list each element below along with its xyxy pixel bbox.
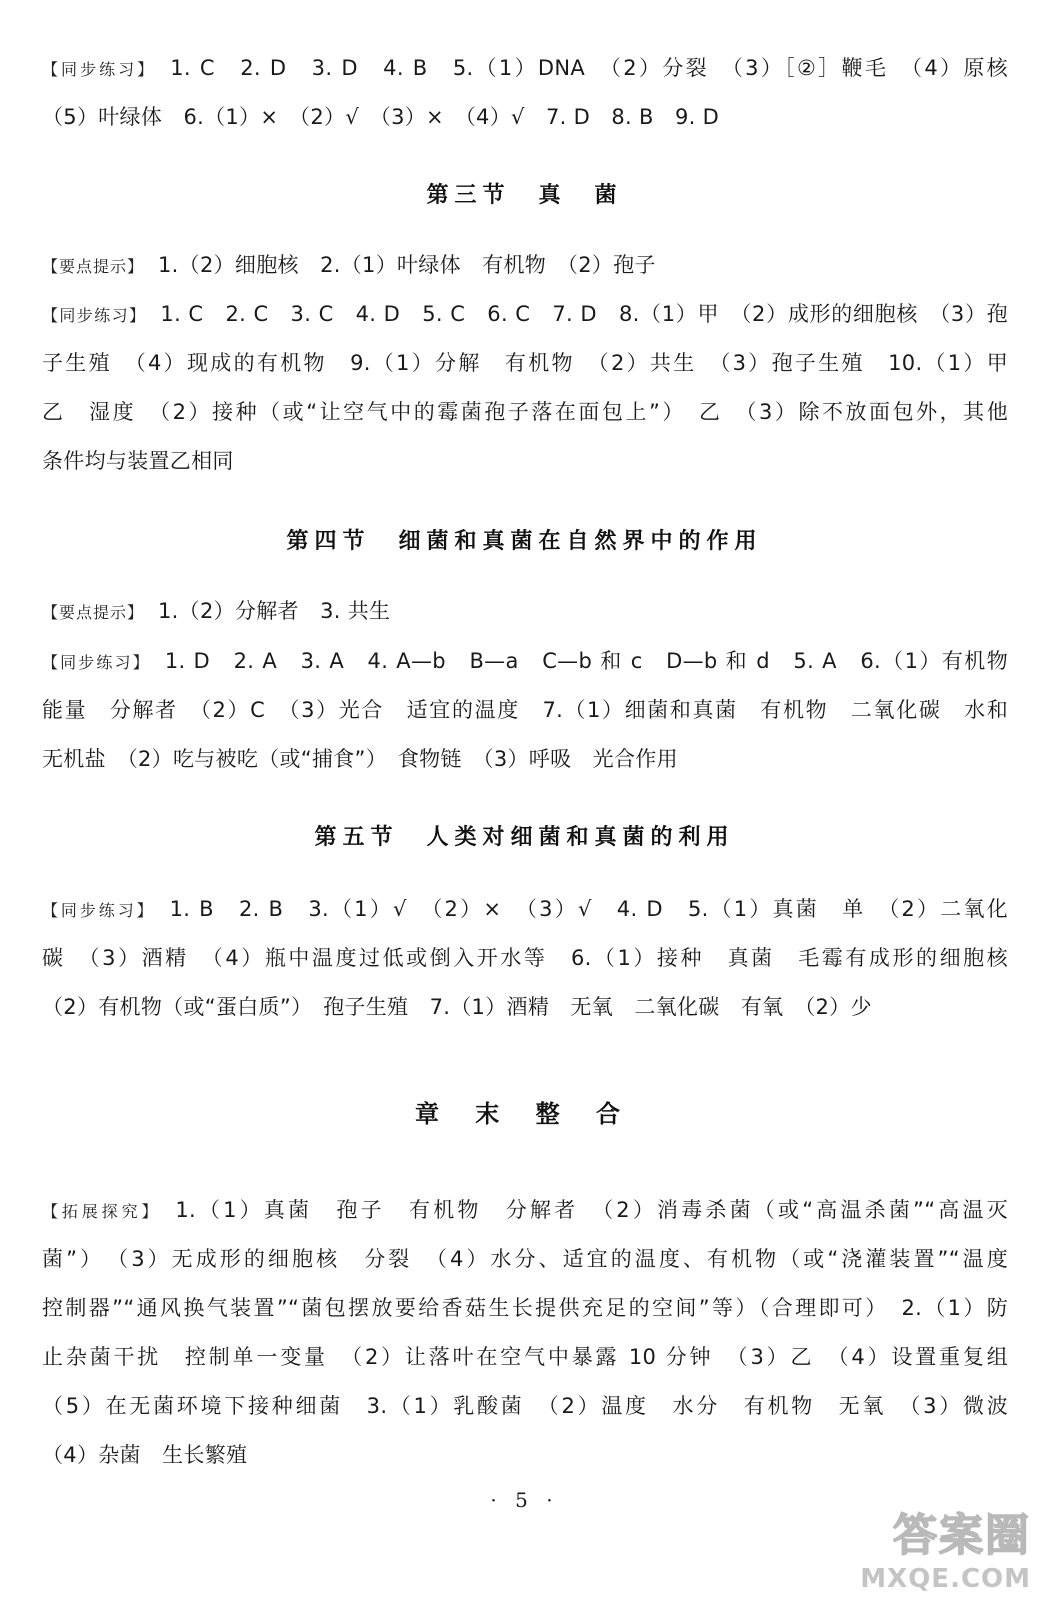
text-line bbox=[42, 290, 1008, 339]
watermark-logo bbox=[834, 1499, 1039, 1594]
text-line: 条件均与装置乙相同 bbox=[42, 449, 234, 473]
watermark-url: MXQE.COM bbox=[860, 1564, 1031, 1594]
text-line: 能量 分解者 （2）C （3）光合 适宜的温度 7.（1）细菌和真菌 有机物 二氧化碳 水和 bbox=[42, 698, 1008, 722]
sync-practice-block bbox=[42, 885, 1008, 1032]
section-tag: 【要点提示】 bbox=[42, 603, 145, 622]
sync-practice-block bbox=[42, 44, 1008, 142]
section-heading: 第三节 真 菌 bbox=[426, 183, 623, 208]
text-line bbox=[42, 885, 1008, 934]
text-line: （2）有机物（或“蛋白质”） 孢子生殖 7.（1）酒精 无氧 二氧化碳 有氧 （2）少 bbox=[42, 995, 872, 1019]
section-tag: 【同步练习】 bbox=[42, 901, 156, 920]
text-line bbox=[42, 44, 1008, 93]
text-line: 碳 （3）酒精 （4）瓶中温度过低或倒入开水等 6.（1）接种 真菌 毛霉有成形的细胞核 bbox=[42, 946, 1008, 970]
text-line bbox=[42, 1186, 1008, 1235]
text-line: 乙 湿度 （2）接种（或“让空气中的霉菌孢子落在面包上”） 乙 （3）除不放面包外，其他 bbox=[42, 400, 1008, 424]
section-tag: 【拓展探究】 bbox=[42, 1202, 162, 1221]
text-line: 无机盐 （2）吃与被吃（或“捕食”） 食物链 （3）呼吸 光合作用 bbox=[42, 747, 678, 771]
key-points-block bbox=[42, 587, 1008, 636]
chapter-summary-heading: 章 末 整 合 bbox=[414, 1100, 635, 1128]
section-heading: 第四节 细菌和真菌在自然界中的作用 bbox=[286, 529, 763, 554]
sync-practice-block bbox=[42, 290, 1008, 486]
watermark-glyphs: 答案圈 bbox=[893, 1510, 1031, 1561]
section-heading: 第五节 人类对细菌和真菌的利用 bbox=[314, 825, 735, 850]
answer-text: 1. B 2. B 3.（1）√ （2）× （3）√ 4. D 5.（1）真菌 单 （2）二氧化 bbox=[169, 897, 1008, 921]
section-tag: 【要点提示】 bbox=[42, 257, 145, 276]
text-line: 控制器”“通风换气装置”“菌包摆放要给香菇生长提供充足的空间”等）（合理即可） 2.（1）防 bbox=[42, 1296, 1008, 1320]
answer-text: 1. D 2. A 3. A 4. A—b B—a C—b 和 c D—b 和 d 5. A 6.（1）有机物 bbox=[164, 649, 1008, 673]
sync-practice-block bbox=[42, 637, 1008, 784]
answer-text: 1.（1）真菌 孢子 有机物 分解者 （2）消毒杀菌（或“高温杀菌”“高温灭 bbox=[175, 1198, 1008, 1222]
text-line bbox=[42, 637, 1008, 686]
text-line: 菌”） （3）无成形的细胞核 分裂 （4）水分、适宜的温度、有机物（或“浇灌装置”“温度 bbox=[42, 1247, 1008, 1271]
text-line: （5）在无菌环境下接种细菌 3.（1）乳酸菌 （2）温度 水分 有机物 无氧 （3）微波 bbox=[42, 1394, 1008, 1418]
text-line bbox=[42, 241, 1008, 290]
page-number: · 5 · bbox=[490, 1488, 559, 1512]
section-tag: 【同步练习】 bbox=[42, 306, 147, 325]
text-line: （4）杂菌 生长繁殖 bbox=[42, 1443, 248, 1467]
text-line bbox=[42, 587, 1008, 636]
extended-inquiry-block bbox=[42, 1186, 1008, 1480]
answer-text: 1. C 2. D 3. D 4. B 5.（1）DNA （2）分裂 （3）［②］鞭毛 （4）原核 bbox=[170, 56, 1008, 80]
section-tag: 【同步练习】 bbox=[42, 60, 157, 79]
key-points-block bbox=[42, 241, 1008, 290]
text-line: （5）叶绿体 6.（1）× （2）√ （3）× （4）√ 7. D 8. B 9. D bbox=[42, 105, 720, 129]
text-line: 子生殖 （4）现成的有机物 9.（1）分解 有机物 （2）共生 （3）孢子生殖 10.（1）甲 bbox=[42, 351, 1008, 375]
text-line: 止杂菌干扰 控制单一变量 （2）让落叶在空气中暴露 10 分钟 （3）乙 （4）设置重复组 bbox=[42, 1345, 1008, 1369]
answer-text: 1.（2）细胞核 2.（1）叶绿体 有机物 （2）孢子 bbox=[158, 253, 656, 277]
answer-text: 1. C 2. C 3. C 4. D 5. C 6. C 7. D 8.（1）甲 （2）成形的细胞核 （3）孢 bbox=[160, 302, 1008, 326]
answer-text: 1.（2）分解者 3. 共生 bbox=[158, 599, 391, 623]
section-tag: 【同步练习】 bbox=[42, 653, 151, 672]
